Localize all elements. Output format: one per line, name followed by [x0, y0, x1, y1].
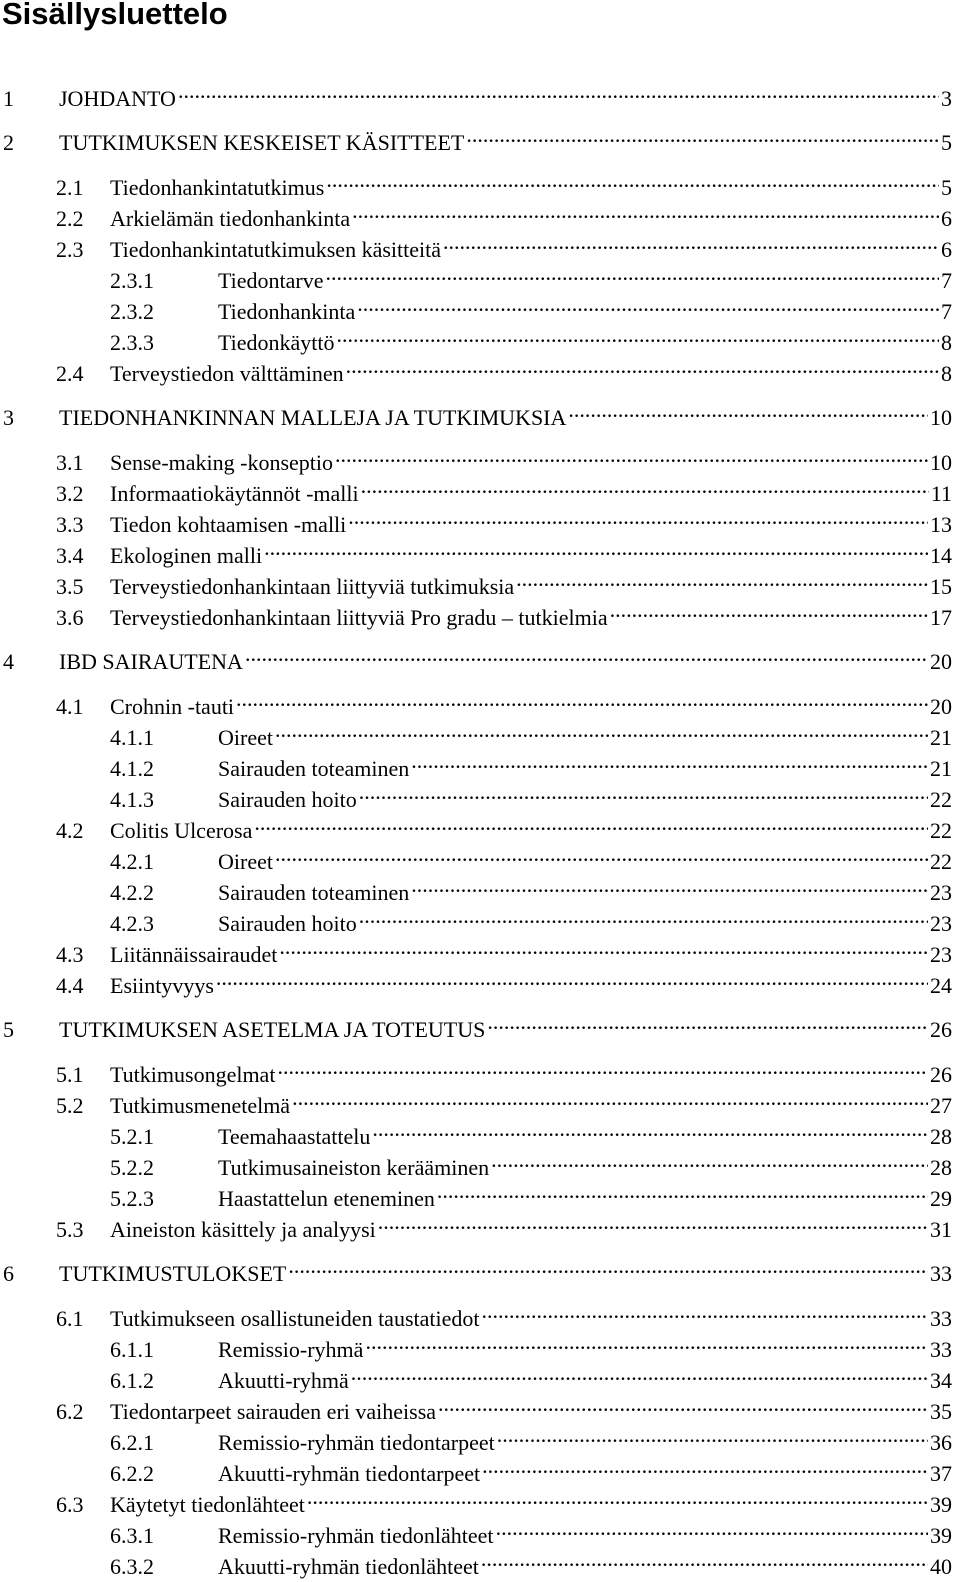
- toc-entry-label: Akuutti-ryhmän tiedonlähteet: [218, 1554, 479, 1579]
- toc-entry[interactable]: [0, 1544, 952, 1579]
- toc-entry-page: 10: [930, 405, 952, 430]
- toc-entry-page: 39: [930, 1492, 952, 1517]
- toc-entry-page: 23: [930, 942, 952, 967]
- toc-entry-label: TUTKIMUKSEN KESKEISET KÄSITTEET: [59, 130, 465, 155]
- toc-entry-number: 2.4: [56, 361, 84, 386]
- toc-entry-page: 33: [930, 1261, 952, 1286]
- toc-entry-number: 5.2.1: [110, 1124, 154, 1149]
- toc-entry-number: 4.2.1: [110, 849, 154, 874]
- toc-entry-number: 4.1.1: [110, 725, 154, 750]
- toc-entry[interactable]: [0, 258, 952, 293]
- toc-entry[interactable]: [0, 963, 952, 998]
- toc-entry-page: 26: [930, 1017, 952, 1042]
- toc-entry-number: 6.2: [56, 1399, 84, 1424]
- page-title: Sisällysluettelo: [2, 0, 228, 31]
- toc-entry-label: Oireet: [218, 849, 273, 874]
- toc-entry-page: 29: [930, 1186, 952, 1211]
- toc-entry[interactable]: [0, 120, 952, 155]
- toc-entry-page: 28: [930, 1124, 952, 1149]
- toc-entry-page: 37: [930, 1461, 952, 1486]
- toc-entry[interactable]: [0, 746, 952, 781]
- toc-entry-label: Tiedon kohtaamisen -malli: [110, 512, 347, 537]
- toc-entry-label: Arkielämän tiedonhankinta: [110, 206, 351, 231]
- dot-leader: [443, 227, 939, 257]
- toc-entry-number: 3.3: [56, 512, 84, 537]
- toc-entry[interactable]: [0, 1389, 952, 1424]
- toc-entry-number: 4.2.2: [110, 880, 154, 905]
- dot-leader: [264, 533, 928, 563]
- toc-entry[interactable]: [0, 1296, 952, 1331]
- dot-leader: [254, 808, 928, 838]
- toc-entry-number: 2.3.1: [110, 268, 154, 293]
- toc-entry[interactable]: [0, 1451, 952, 1486]
- toc-entry-page: 20: [930, 649, 952, 674]
- toc-entry-page: 28: [930, 1155, 952, 1180]
- toc-entry-label: Colitis Ulcerosa: [110, 818, 253, 843]
- toc-entry-number: 5: [3, 1017, 14, 1042]
- toc-entry-number: 6.1.1: [110, 1337, 154, 1362]
- toc-entry-number: 6.1.2: [110, 1368, 154, 1393]
- toc-entry-label: Oireet: [218, 725, 273, 750]
- dot-leader: [292, 1083, 928, 1113]
- toc-entry-number: 3.6: [56, 605, 84, 630]
- dot-leader: [568, 395, 928, 425]
- toc-entry-number: 4.4: [56, 973, 84, 998]
- toc-entry[interactable]: [0, 1083, 952, 1118]
- dot-leader: [466, 120, 939, 150]
- toc-entry-label: Sairauden hoito: [218, 787, 357, 812]
- toc-entry-number: 5.2.3: [110, 1186, 154, 1211]
- toc-entry-label: Remissio-ryhmän tiedonlähteet: [218, 1523, 494, 1548]
- toc-entry-label: Haastattelun eteneminen: [218, 1186, 435, 1211]
- toc-entry-number: 4.2.3: [110, 911, 154, 936]
- toc-entry-page: 26: [930, 1062, 952, 1087]
- toc-entry-label: Tutkimusaineiston kerääminen: [218, 1155, 490, 1180]
- toc-entry-number: 2.3.2: [110, 299, 154, 324]
- dot-leader: [365, 1327, 928, 1357]
- dot-leader: [487, 1007, 928, 1037]
- toc-entry[interactable]: [0, 196, 952, 231]
- toc-entry-number: 4.3: [56, 942, 84, 967]
- dot-leader: [359, 777, 928, 807]
- toc-entry[interactable]: [0, 901, 952, 936]
- toc-entry-label: Tiedonkäyttö: [218, 330, 335, 355]
- toc-entry-page: 27: [930, 1093, 952, 1118]
- toc-entry[interactable]: [0, 471, 952, 506]
- dot-leader: [245, 639, 928, 669]
- toc-entry-label: Sense-making -konseptio: [110, 450, 334, 475]
- toc-entry-label: Sairauden hoito: [218, 911, 357, 936]
- toc-entry[interactable]: [0, 533, 952, 568]
- dot-leader: [481, 1544, 928, 1574]
- toc-entry-label: TUTKIMUKSEN ASETELMA JA TOTEUTUS: [59, 1017, 486, 1042]
- toc-entry[interactable]: [0, 715, 952, 750]
- toc-entry-number: 4: [3, 649, 14, 674]
- toc-entry-number: 6.3.2: [110, 1554, 154, 1579]
- toc-entry[interactable]: [0, 870, 952, 905]
- toc-entry-number: 3.4: [56, 543, 84, 568]
- toc-entry-page: 13: [930, 512, 952, 537]
- toc-entry[interactable]: [0, 395, 952, 430]
- toc-entry-label: Tutkimusongelmat: [110, 1062, 276, 1087]
- toc-entry-number: 6.2.2: [110, 1461, 154, 1486]
- dot-leader: [372, 1114, 928, 1144]
- dot-leader: [351, 1358, 928, 1388]
- dot-leader: [361, 471, 929, 501]
- toc-entry-label: Remissio-ryhmä: [218, 1337, 364, 1362]
- toc-entry-page: 5: [941, 175, 952, 200]
- toc-entry-number: 6.2.1: [110, 1430, 154, 1455]
- toc-entry-page: 33: [930, 1306, 952, 1331]
- dot-leader: [275, 715, 928, 745]
- dot-leader: [438, 1389, 928, 1419]
- toc-entry[interactable]: [0, 1052, 952, 1087]
- toc-entry-number: 3.5: [56, 574, 84, 599]
- toc-entry[interactable]: [0, 1114, 952, 1149]
- toc-entry-number: 5.2: [56, 1093, 84, 1118]
- toc-entry-number: 2.2: [56, 206, 84, 231]
- toc-entry[interactable]: [0, 839, 952, 874]
- dot-leader: [216, 963, 928, 993]
- toc-entry-page: 14: [930, 543, 952, 568]
- toc-entry-page: 35: [930, 1399, 952, 1424]
- toc-entry[interactable]: [0, 1207, 952, 1242]
- toc-entry-number: 6.1: [56, 1306, 84, 1331]
- toc-entry-number: 4.1.3: [110, 787, 154, 812]
- toc-entry[interactable]: [0, 1007, 952, 1042]
- toc-entry-page: 24: [930, 973, 952, 998]
- toc-entry-label: Tiedonhankintatutkimuksen käsitteitä: [110, 237, 441, 262]
- toc-entry[interactable]: [0, 1145, 952, 1180]
- toc-entry-label: Tiedonhankintatutkimus: [110, 175, 325, 200]
- toc-entry[interactable]: [0, 595, 952, 630]
- toc-entry-page: 39: [930, 1523, 952, 1548]
- toc-entry-page: 22: [930, 849, 952, 874]
- toc-entry[interactable]: [0, 351, 952, 386]
- toc-entry-page: 22: [930, 818, 952, 843]
- toc-entry-page: 5: [941, 130, 952, 155]
- dot-leader: [411, 746, 928, 776]
- dot-leader: [307, 1482, 928, 1512]
- toc-entry-number: 2.1: [56, 175, 84, 200]
- dot-leader: [516, 564, 928, 594]
- toc-entry-label: JOHDANTO: [59, 86, 176, 111]
- dot-leader: [288, 1251, 928, 1281]
- toc-entry-number: 4.1: [56, 694, 84, 719]
- dot-leader: [326, 258, 939, 288]
- toc-entry[interactable]: [0, 639, 952, 674]
- toc-entry-number: 4.2: [56, 818, 84, 843]
- dot-leader: [275, 839, 928, 869]
- toc-entry-page: 11: [930, 481, 952, 506]
- toc-entry[interactable]: [0, 289, 952, 324]
- dot-leader: [378, 1207, 928, 1237]
- dot-leader: [359, 901, 928, 931]
- toc-entry-page: 3: [941, 86, 952, 111]
- dot-leader: [337, 320, 939, 350]
- toc-entry-number: 6.3: [56, 1492, 84, 1517]
- dot-leader: [411, 870, 928, 900]
- toc-entry[interactable]: [0, 320, 952, 355]
- toc-entry-page: 22: [930, 787, 952, 812]
- toc-entry-page: 31: [930, 1217, 952, 1242]
- toc-entry-label: Crohnin -tauti: [110, 694, 235, 719]
- toc-entry-label: Käytetyt tiedonlähteet: [110, 1492, 305, 1517]
- toc-entry-number: 3: [3, 405, 14, 430]
- toc-entry-page: 20: [930, 694, 952, 719]
- toc-entry-number: 3.1: [56, 450, 84, 475]
- dot-leader: [236, 684, 928, 714]
- dot-leader: [497, 1420, 928, 1450]
- toc-entry[interactable]: [0, 1251, 952, 1286]
- toc-entry[interactable]: [0, 777, 952, 812]
- toc-entry[interactable]: [0, 165, 952, 200]
- toc-entry[interactable]: [0, 1327, 952, 1362]
- toc-entry-page: 8: [941, 330, 952, 355]
- toc-entry-page: 6: [941, 206, 952, 231]
- toc-entry-label: Terveystiedonhankintaan liittyviä Pro gradu – tutkielmia: [110, 605, 608, 630]
- dot-leader: [437, 1176, 928, 1206]
- toc-entry-page: 33: [930, 1337, 952, 1362]
- toc-entry[interactable]: [0, 502, 952, 537]
- dot-leader: [482, 1451, 928, 1481]
- toc-entry-number: 2.3: [56, 237, 84, 262]
- toc-entry-label: Tiedontarve: [218, 268, 324, 293]
- toc-entry[interactable]: [0, 227, 952, 262]
- dot-leader: [357, 289, 939, 319]
- dot-leader: [348, 502, 928, 532]
- dot-leader: [178, 76, 939, 106]
- toc-entry-label: Sairauden toteaminen: [218, 880, 410, 905]
- dot-leader: [279, 932, 928, 962]
- toc-entry-label: TIEDONHANKINNAN MALLEJA JA TUTKIMUKSIA: [59, 405, 567, 430]
- toc-entry-page: 7: [941, 268, 952, 293]
- toc-entry-label: Teemahaastattelu: [218, 1124, 371, 1149]
- toc-entry-number: 3.2: [56, 481, 84, 506]
- toc-entry[interactable]: [0, 1420, 952, 1455]
- toc-entry-label: Akuutti-ryhmän tiedontarpeet: [218, 1461, 481, 1486]
- toc-entry-page: 23: [930, 911, 952, 936]
- toc-entry[interactable]: [0, 808, 952, 843]
- toc-entry-page: 7: [941, 299, 952, 324]
- toc-entry-label: IBD SAIRAUTENA: [59, 649, 243, 674]
- toc-entry-number: 1: [3, 86, 14, 111]
- toc-entry[interactable]: [0, 1513, 952, 1548]
- toc-entry-label: Terveystiedon välttäminen: [110, 361, 344, 386]
- toc-entry[interactable]: [0, 76, 952, 111]
- dot-leader: [610, 595, 928, 625]
- toc-entry-page: 15: [930, 574, 952, 599]
- toc-entry-label: Tiedontarpeet sairauden eri vaiheissa: [110, 1399, 437, 1424]
- dot-leader: [346, 351, 939, 381]
- toc-entry-number: 4.1.2: [110, 756, 154, 781]
- toc-entry-page: 40: [930, 1554, 952, 1579]
- toc-entry-label: Aineiston käsittely ja analyysi: [110, 1217, 376, 1242]
- toc-entry[interactable]: [0, 1482, 952, 1517]
- dot-leader: [326, 165, 939, 195]
- toc-entry[interactable]: [0, 932, 952, 967]
- toc-entry[interactable]: [0, 684, 952, 719]
- toc-entry-number: 6.3.1: [110, 1523, 154, 1548]
- toc-entry-page: 21: [930, 725, 952, 750]
- dot-leader: [352, 196, 939, 226]
- toc-entry-label: Sairauden toteaminen: [218, 756, 410, 781]
- toc-entry-number: 2: [3, 130, 14, 155]
- toc-entry[interactable]: [0, 440, 952, 475]
- toc-entry[interactable]: [0, 1358, 952, 1393]
- toc-entry-page: 10: [930, 450, 952, 475]
- toc-entry-number: 6: [3, 1261, 14, 1286]
- toc-entry-label: Esiintyvyys: [110, 973, 214, 998]
- toc-entry-label: Informaatiokäytännöt -malli: [110, 481, 359, 506]
- toc-entry-page: 21: [930, 756, 952, 781]
- toc-entry-label: Tutkimusmenetelmä: [110, 1093, 291, 1118]
- toc-entry-page: 17: [930, 605, 952, 630]
- toc-entry-label: Akuutti-ryhmä: [218, 1368, 349, 1393]
- toc-entry[interactable]: [0, 564, 952, 599]
- toc-entry-label: Remissio-ryhmän tiedontarpeet: [218, 1430, 495, 1455]
- toc-entry-number: 5.2.2: [110, 1155, 154, 1180]
- toc-entry-label: Tiedonhankinta: [218, 299, 356, 324]
- toc-entry-label: TUTKIMUSTULOKSET: [59, 1261, 287, 1286]
- toc-entry-page: 34: [930, 1368, 952, 1393]
- dot-leader: [496, 1513, 928, 1543]
- toc-entry[interactable]: [0, 1176, 952, 1211]
- dot-leader: [335, 440, 928, 470]
- toc-entry-page: 8: [941, 361, 952, 386]
- toc-entry-number: 2.3.3: [110, 330, 154, 355]
- toc-entry-label: Tutkimukseen osallistuneiden taustatiedot: [110, 1306, 480, 1331]
- dot-leader: [491, 1145, 928, 1175]
- toc-entry-label: Ekologinen malli: [110, 543, 263, 568]
- toc-entry-page: 23: [930, 880, 952, 905]
- toc-entry-number: 5.1: [56, 1062, 84, 1087]
- toc-entry-number: 5.3: [56, 1217, 84, 1242]
- toc-entry-label: Liitännäissairaudet: [110, 942, 278, 967]
- dot-leader: [277, 1052, 928, 1082]
- dot-leader: [482, 1296, 929, 1326]
- toc-entry-label: Terveystiedonhankintaan liittyviä tutkimuksia: [110, 574, 515, 599]
- toc-entry-page: 36: [930, 1430, 952, 1455]
- toc-entry-page: 6: [941, 237, 952, 262]
